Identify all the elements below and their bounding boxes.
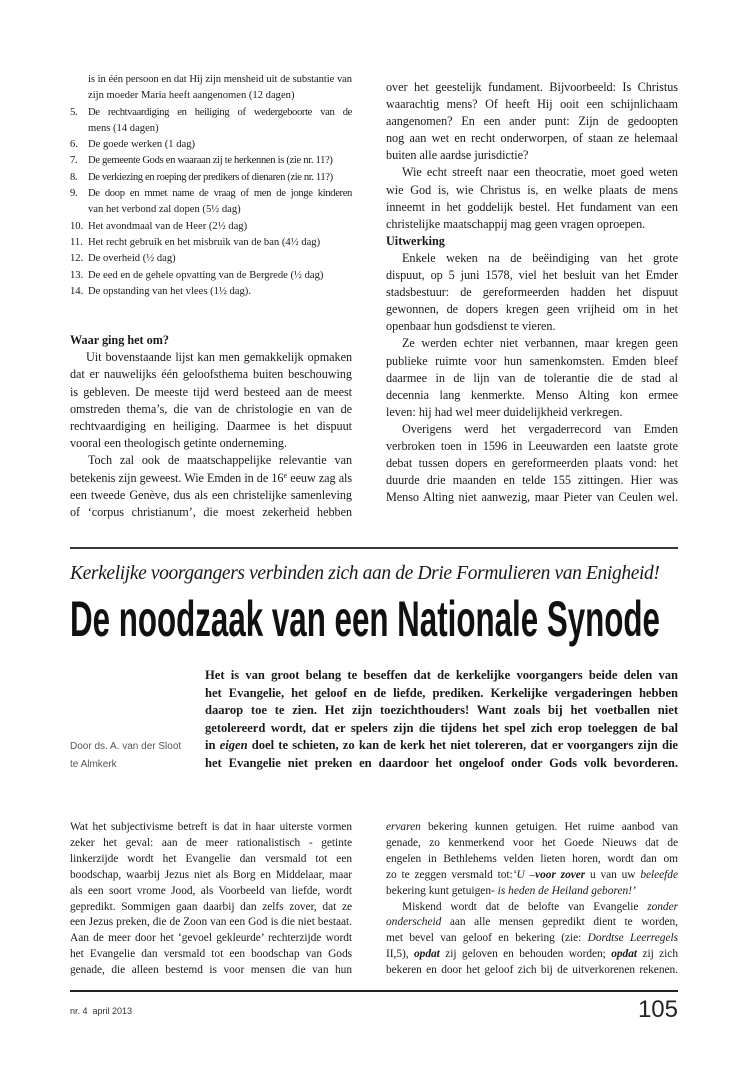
list-number: 9. xyxy=(70,188,78,200)
list-number: 14. xyxy=(70,285,84,297)
text-segment: Wat het subjectivisme betreft is dat in haar uiterste vormen xyxy=(70,821,352,833)
emphasis-text: opdat xyxy=(611,948,638,961)
text-segment: leven: hij had wel meer duidelijkheid verkregen. xyxy=(386,404,623,419)
text-segment: openbaar hun godsdienst te vieren. xyxy=(386,319,556,334)
text-line xyxy=(70,931,352,947)
text-line xyxy=(70,435,352,452)
text-segment: verbroken toen in 1596 in Leeuwarden een laatste grote xyxy=(386,438,678,453)
article-subtitle: Kerkelijke voorgangers verbinden zich aan de Drie Formulieren van Enigheid! xyxy=(70,563,660,584)
text-segment: is gebleven. De meeste tijd werd besteed aan de meest xyxy=(70,384,352,399)
text-segment: Overigens werd het vergaderrecord van Emden xyxy=(402,421,678,436)
text-segment: het Evangelie niet preken en daardoor het ongeloof onder Gods volk bevorderen. xyxy=(205,755,678,770)
text-segment: het Evangelie dan versmald tot een boodschap van Gods xyxy=(70,948,352,961)
text-segment: als een soort vrome Jood, als Voorbeeld van liefde, wordt xyxy=(70,884,352,897)
text-line xyxy=(70,268,352,284)
text-segment: wie God is, wie Christus is, en welke plaats de mens xyxy=(386,182,678,197)
text-line xyxy=(70,384,352,401)
text-segment: Menso Alting niet aanwezig, maar Pieter van Ceulen wel. xyxy=(386,490,678,505)
text-line xyxy=(70,487,352,504)
author-byline xyxy=(70,738,181,773)
synod-topics-list xyxy=(70,72,352,300)
article-title: De noodzaak van een Nationale Synode xyxy=(70,591,660,647)
text-line xyxy=(205,720,678,738)
text-line xyxy=(88,72,352,88)
text-segment: zij geloven en behouden worden; xyxy=(439,948,612,961)
text-segment: Miskend wordt dat de belofte van Evangelie xyxy=(402,900,648,913)
text-segment: het Evangelie, het geloof en de liefde, prediken. Kerkelijke vergaderingen hebben xyxy=(205,685,678,700)
text-line xyxy=(205,685,678,703)
text-segment: getolereerd wordt, dat er spelers zijn die tijdens het spel zich erop toeleggen de bal xyxy=(205,720,678,735)
text-line xyxy=(386,931,678,947)
text-segment: u van uw xyxy=(585,868,641,881)
text-line xyxy=(205,755,678,773)
text-line xyxy=(386,947,678,963)
section-waar-ging-het-om xyxy=(70,332,352,521)
text-line xyxy=(70,852,352,868)
text-segment: publieke ruimte voor hun samenkomsten. Emden bleef xyxy=(386,353,678,368)
text-line xyxy=(70,900,352,916)
text-segment: zeker het geval: aan de meer rationalistisch - getinte xyxy=(70,836,352,849)
text-segment: Uitwerking xyxy=(386,233,445,248)
list-number: 5. xyxy=(70,106,78,118)
text-line xyxy=(386,130,678,147)
text-segment: christelijke maatschappij mag geen vragen oproepen. xyxy=(386,216,646,231)
text-segment: Het avondmaal van de Heer (2½ dag) xyxy=(88,220,248,232)
text-line xyxy=(88,88,352,104)
text-segment: daarmee in de lijn van de tolerantie die de stad al xyxy=(386,370,678,385)
emphasis-text: ‘U – xyxy=(512,868,536,881)
text-segment: decennia lang kenmerkte. Menso Alting kon ermee xyxy=(386,387,678,402)
text-line xyxy=(386,267,678,284)
text-line xyxy=(386,455,678,472)
text-line xyxy=(70,401,352,418)
text-line xyxy=(386,335,678,352)
page-number: 105 xyxy=(637,996,678,1023)
text-line xyxy=(386,182,678,199)
text-segment: aan alle mensen gepredikt dient te worden, xyxy=(441,916,678,929)
byline-location: te Almkerk xyxy=(70,758,117,770)
text-segment: rechtvaardiging en heiliging. Daarmee is het dispuut xyxy=(70,419,352,434)
text-line xyxy=(70,105,352,121)
text-line xyxy=(205,737,678,755)
text-segment: vooral een theologisch getinte onderneming. xyxy=(70,436,287,451)
text-segment: debat tussen dopers en gereformeerden plaats vond: het xyxy=(386,456,678,471)
list-number: 7. xyxy=(70,155,78,167)
text-line xyxy=(70,836,352,852)
text-segment: buiten alle aardse jurisdictie? xyxy=(386,148,529,163)
text-line xyxy=(386,836,678,852)
text-line xyxy=(70,186,352,202)
text-segment: De gemeente Gods en waaraan zij te herkennen is (zie nr. 11?) xyxy=(88,155,333,167)
text-segment: zijn moeder Maria heeft aangenomen (12 dagen) xyxy=(88,90,295,102)
text-segment: boodschap, waarbij Jezus niet als Borg en Middelaar, maar xyxy=(70,868,352,881)
text-segment: of ‘corpus christianum’, die moest zekerheid hebben xyxy=(70,505,352,520)
text-segment: Waar ging het om? xyxy=(70,333,169,347)
emphasis-text: voor zover xyxy=(535,868,586,881)
text-segment: daarop toe te zien. Het zijn toezichthouders! Want zoals bij het voetballen niet xyxy=(205,703,678,717)
text-segment: Aan de meer door het ‘gevoel gekleurde’ rechterzijde wordt xyxy=(70,932,352,945)
text-segment: dispuut, op 5 juni 1578, viel het besluit van het Emder xyxy=(386,268,678,283)
text-segment: stadsbestuur: de gereformeerden hadden het dispuut xyxy=(386,285,678,300)
text-segment: linkerzijde wordt het Evangelie dan versmald tot een xyxy=(70,852,352,865)
text-segment: duurde drie maanden en telde 155 zittingen. Hier was xyxy=(386,473,678,488)
text-segment: inneemt in het goddelijk bestel. Het fundament van een xyxy=(386,199,678,214)
list-number: 11. xyxy=(70,236,83,248)
text-line xyxy=(70,284,352,300)
text-line xyxy=(70,418,352,435)
text-segment: gepredikt. Sommigen gaan daarbij dan zelfs zover, dat ze xyxy=(70,900,352,913)
text-segment: Ze werden echter niet verbannen, maar kregen geen xyxy=(402,336,678,351)
article-body-left-column xyxy=(70,820,352,979)
text-line xyxy=(386,472,678,489)
text-segment: aangenomen? En een ander punt: Zijn de gedoopten xyxy=(386,114,678,129)
text-line xyxy=(386,421,678,438)
text-line xyxy=(386,199,678,216)
text-segment: eeuw zag als xyxy=(287,470,352,485)
text-line xyxy=(386,113,678,130)
text-segment: een tweede Genève, dus als een christelijke samenleving xyxy=(70,487,352,502)
text-line xyxy=(70,137,352,153)
superscript: e xyxy=(283,469,288,480)
text-line xyxy=(386,963,678,979)
text-segment: bekering kunnen getuigen. Het ruime aanbod van xyxy=(420,821,678,833)
text-line xyxy=(386,489,678,506)
emphasis-text: onderscheid xyxy=(386,916,442,929)
text-segment: engelen in Bethlehems velden lieten horen, wordt dan om xyxy=(386,852,678,865)
text-line xyxy=(70,251,352,267)
text-line xyxy=(386,147,678,164)
article-intro xyxy=(205,667,678,772)
emphasis-text: opdat xyxy=(414,948,440,961)
text-line xyxy=(386,915,678,931)
text-segment: II,5), xyxy=(386,948,414,961)
text-segment: is in één persoon en dat Hij zijn mensheid uit de substantie van xyxy=(88,74,352,85)
section-heading xyxy=(386,233,678,250)
section-uitwerking-column xyxy=(386,79,678,506)
footer-divider xyxy=(70,990,678,992)
text-line xyxy=(386,370,678,387)
text-segment: omstreden thema’s, die van de christologie en van de xyxy=(70,401,352,416)
article-divider xyxy=(70,547,678,549)
text-segment: waarachtig mens? Of heeft Hij ooit een schijnlichaam xyxy=(386,97,678,112)
emphasis-text: zonder xyxy=(647,900,678,913)
text-line xyxy=(70,504,352,521)
text-line xyxy=(70,915,352,931)
text-segment: De verkiezing en roeping der predikers of dienaren (zie nr. 11?) xyxy=(88,171,333,183)
text-segment: De rechtvaardiging en heiliging of wedergeboorte van de xyxy=(88,106,352,118)
text-segment: in xyxy=(205,738,220,752)
text-line xyxy=(386,404,678,421)
text-line xyxy=(386,318,678,335)
text-segment: met bevel van geloof en bekering (zie: xyxy=(386,932,588,945)
text-segment: zij zich xyxy=(637,948,678,961)
text-segment: betekenis zijn geweest. Wie Emden in de 16 xyxy=(70,470,284,485)
text-segment: genade, die alleen bestemd is voor mensen die van hun xyxy=(70,964,352,977)
text-line xyxy=(386,164,678,181)
list-number: 13. xyxy=(70,269,84,281)
text-line xyxy=(70,947,352,963)
text-line xyxy=(88,121,352,137)
text-line xyxy=(88,202,352,218)
list-number: 10. xyxy=(70,220,84,232)
text-segment: over het geestelijk fundament. Bijvoorbeeld: Is Christus xyxy=(386,80,678,94)
text-segment: De opstanding van het vlees (1½ dag). xyxy=(88,285,251,297)
text-segment: een Jezus preken, die de Zoon van een God is die niet bestaat. xyxy=(70,916,352,929)
text-segment: nog aan wet en recht onderworpen, of staan ze helemaal xyxy=(386,131,678,146)
text-line xyxy=(70,170,352,186)
text-segment: De goede werken (1 dag) xyxy=(88,139,196,151)
text-line xyxy=(205,667,678,685)
text-line xyxy=(205,702,678,720)
emphasis-text: Dordtse Leerregels xyxy=(587,932,678,945)
text-segment: bekering kunt getuigen xyxy=(386,884,492,897)
text-line xyxy=(386,438,678,455)
text-segment: Het is van groot belang te beseffen dat de kerkelijke voorgangers beide delen van xyxy=(205,668,678,682)
text-segment: doel te schieten, zo kan de kerk het niet tolereren, dat er voorgangers zijn die xyxy=(247,738,678,752)
text-line xyxy=(386,884,678,900)
text-line xyxy=(386,900,678,916)
text-line xyxy=(386,216,678,233)
text-segment: genade, zo kenmerkend voor het Goede Nieuws dat de xyxy=(386,836,678,849)
emphasis-text: beleefde xyxy=(640,868,678,881)
text-line xyxy=(70,452,352,469)
text-line xyxy=(386,284,678,301)
text-segment: De eed en de gehele opvatting van de Bergrede (½ dag) xyxy=(88,269,324,281)
text-segment: gewonnen, de dopers kregen geen vrijheid om in het xyxy=(386,302,678,317)
text-line xyxy=(70,349,352,366)
list-number: 6. xyxy=(70,139,78,151)
text-line xyxy=(386,852,678,868)
text-line xyxy=(386,301,678,318)
text-segment: Het recht gebruik en het misbruik van de ban (4½ dag) xyxy=(88,236,321,248)
text-segment: dat er nauwelijks één geloofsthema buiten beschouwing xyxy=(70,367,352,382)
text-segment: Enkele weken na de beëindiging van het grote xyxy=(402,250,678,265)
text-line xyxy=(70,366,352,383)
text-line xyxy=(70,235,352,251)
text-line xyxy=(70,219,352,235)
emphasis-text: ervaren xyxy=(386,821,421,833)
text-line xyxy=(386,79,678,96)
text-line xyxy=(386,250,678,267)
text-segment: Wie echt streeft naar een theocratie, moet goed weten xyxy=(402,165,678,180)
text-line xyxy=(70,470,352,487)
text-segment: mens (14 dagen) xyxy=(88,122,159,134)
list-number: 12. xyxy=(70,253,84,265)
text-segment: bekeren en door het geloof zich bij de uitverkorenen rekenen. xyxy=(386,964,678,977)
text-segment: Toch zal ook de maatschappelijke relevantie van xyxy=(88,453,352,468)
emphasis-text: - is heden de Heiland geboren!’ xyxy=(491,884,636,897)
text-segment: zo te zeggen versmald tot: xyxy=(386,868,513,881)
text-line xyxy=(386,868,678,884)
text-line xyxy=(70,820,352,836)
text-line xyxy=(386,353,678,370)
list-number: 8. xyxy=(70,171,78,183)
text-segment: Uit bovenstaande lijst kan men gemakkelijk opmaken xyxy=(86,350,352,365)
text-segment: van het verbond zal dopen (5½ dag) xyxy=(88,204,241,216)
text-line xyxy=(386,387,678,404)
issue-info: nr. 4 april 2013 xyxy=(70,1006,133,1016)
emphasis-text: eigen xyxy=(219,738,248,752)
text-line xyxy=(70,153,352,169)
text-segment: De overheid (½ dag) xyxy=(88,253,176,265)
article-body-right-column xyxy=(386,820,678,979)
text-line xyxy=(386,96,678,113)
byline-author: Door ds. A. van der Sloot xyxy=(70,741,182,752)
text-line xyxy=(386,820,678,836)
text-line xyxy=(70,868,352,884)
text-line xyxy=(70,963,352,979)
section-heading xyxy=(70,332,352,349)
text-line xyxy=(70,884,352,900)
text-segment: De doop en mmet name de vraag of men de jonge kinderen xyxy=(88,188,352,200)
